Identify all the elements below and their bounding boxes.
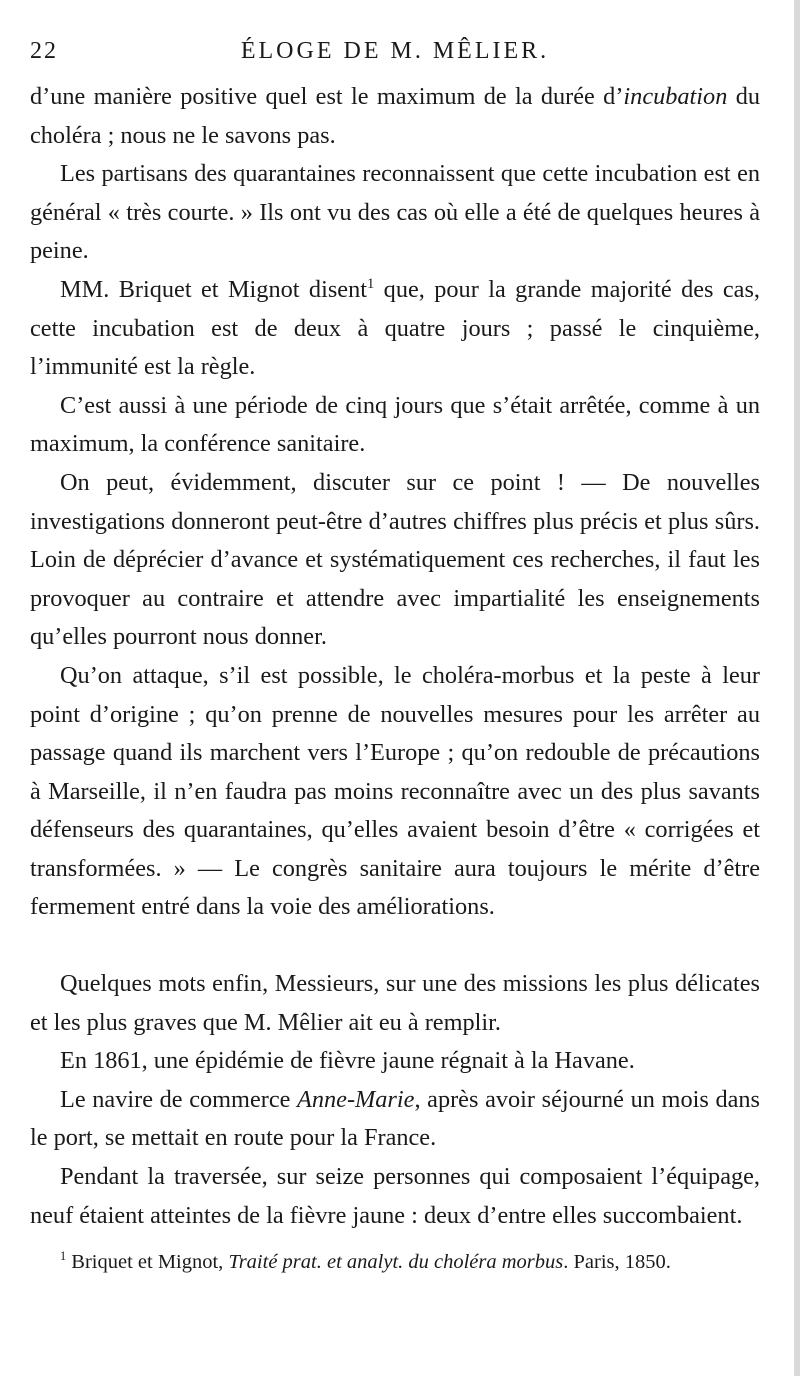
text-run: . Paris, 1850. [563,1251,671,1274]
text-run: Le navire de commerce [60,1085,298,1113]
italic-text: incubation [623,83,728,110]
footnote-marker: 1 [60,1249,67,1264]
paragraph [30,1158,760,1235]
footnote [30,1247,760,1277]
text-run: MM. Briquet et Mignot disent [60,275,367,303]
paragraph [30,1081,760,1158]
page-header [30,32,760,72]
text-run: C’est aussi à une période de cinq jours que s’était arrêtée, comme à un maximum, la conférence sanitaire. [30,391,760,458]
text-run: du choléra ; nous ne le savons pas. [30,83,760,149]
section-break [30,927,760,965]
page-edge [794,0,800,1376]
italic-text: Anne-Marie [297,1085,415,1113]
text-run: On peut, évidemment, discuter sur ce point ! — De nouvelles investigations donneront peut-être d’autres chiffres plus précis et plus sûrs. Loin de déprécier d’avance et systématiquement ces recherches, il faut les provoquer au contraire et attendre avec impartialité les enseignements qu’elles pourront nous donner. [30,468,760,651]
footnote-marker: 1 [366,275,375,292]
paragraph [30,387,760,464]
text-run: d’une manière positive quel est le maximum de la durée d’ [30,83,624,110]
paragraph [30,271,760,387]
paragraph [30,464,760,657]
text-run: Qu’on attaque, s’il est possible, le choléra-morbus et la peste à leur point d’origine ; qu’on prenne de nouvelles mesures pour les arrêter au passage quand ils marchent vers l’Europe ; qu’on redouble de précautions à Marseille, il n’en faudra pas moins reconnaître avec un des plus savants défenseurs des quarantaines, qu’elles avaient besoin d’être « corrigées et transformées. » — Le congrès sanitaire aura toujours le mérite d’être fermement entré dans la voie des améliorations. [30,661,760,921]
text-run: Pendant la traversée, sur seize personnes qui composaient l’équipage, neuf étaient atteintes de la fièvre jaune : deux d’entre elles succombaient. [30,1163,760,1229]
italic-text: Traité prat. et analyt. du choléra morbus [228,1251,564,1274]
body-text [30,78,760,1235]
running-head: ÉLOGE DE M. MÊLIER. [240,38,550,64]
text-run: Les partisans des quarantaines reconnaissent que cette incubation est en général « très courte. » Ils ont vu des cas où elle a été de quelques heures à peine. [30,160,760,265]
paragraph [30,965,760,1042]
text-run: En 1861, une épidémie de fièvre jaune régnait à la Havane. [60,1047,635,1075]
paragraph [30,1042,760,1081]
text-run: que, pour la grande majorité des cas, cette incubation est de deux à quatre jours ; passé le cinquième, l’immunité est la règle. [30,275,760,381]
text-run: Briquet et Mignot, [66,1251,229,1274]
text-run: Quelques mots enfin, Messieurs, sur une des missions les plus délicates et les plus graves que M. Mêlier ait eu à remplir. [30,970,760,1036]
paragraph [30,78,760,155]
text-run: , après avoir séjourné un mois dans le port, se mettait en route pour la France. [30,1085,760,1152]
paragraph [30,657,760,927]
page-number: 22 [30,38,58,64]
paragraph [30,155,760,271]
